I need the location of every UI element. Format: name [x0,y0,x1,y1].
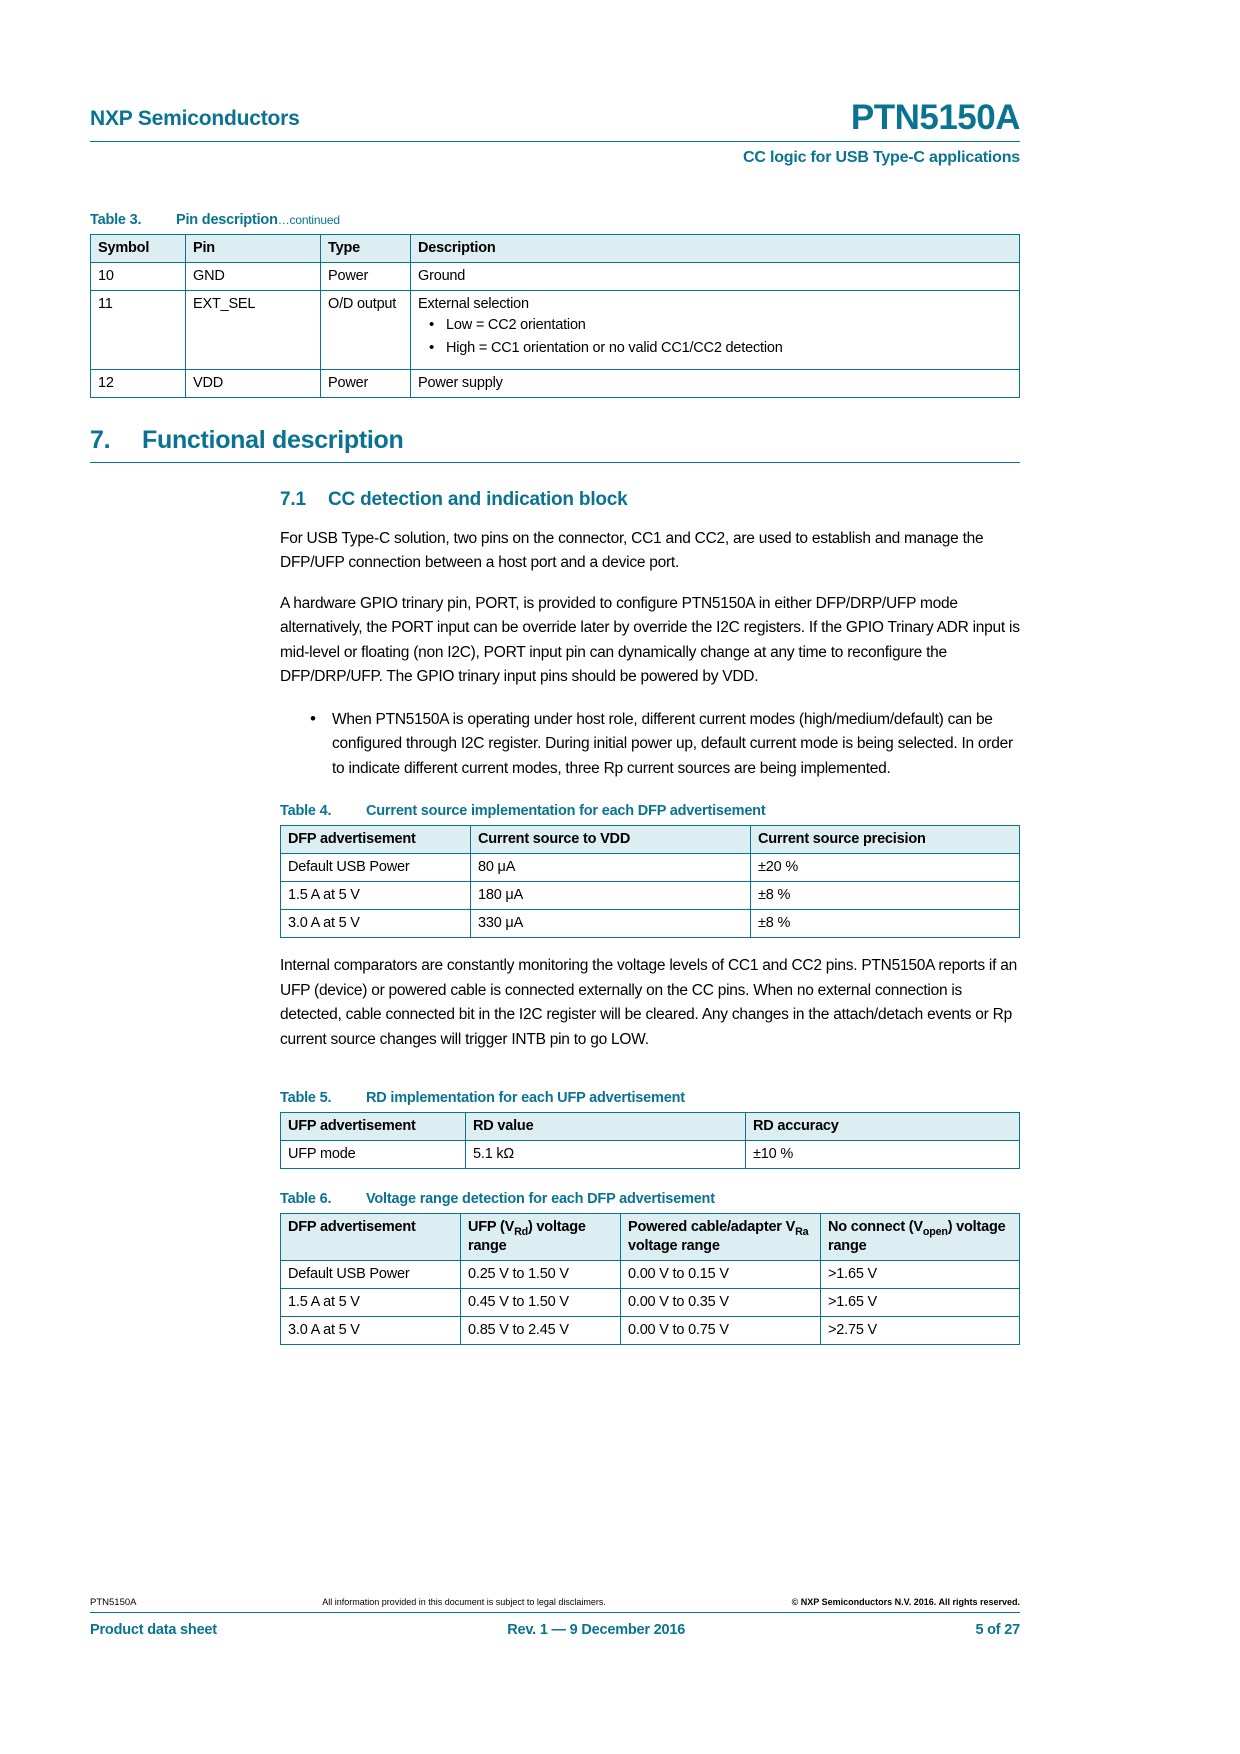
table6-col-ufp-voltage [461,1213,621,1260]
cell-pin: VDD [186,370,321,398]
col-text-part: voltage range [628,1237,720,1254]
cell-current-source: 80 μA [471,854,751,882]
cell-precision: ±8 % [751,882,1020,910]
cell-bullet-list [418,317,1012,356]
col-subscript: Ra [795,1225,809,1238]
cell-pin: GND [186,263,321,291]
page-content [90,212,1020,1345]
cell-powered-cable-voltage: 0.00 V to 0.35 V [621,1288,821,1316]
cell-type [321,291,411,370]
section-71-number: 7.1 [280,489,306,510]
table-row [91,263,1020,291]
table6-header-row [281,1213,1020,1260]
table-row [281,854,1020,882]
cell-no-connect-voltage: >1.65 V [821,1260,1020,1288]
cell-ufp-voltage: 0.45 V to 1.50 V [461,1288,621,1316]
section-71-title: CC detection and indication block [328,489,628,510]
rd-implementation-table [280,1112,1020,1169]
table6-col-no-connect [821,1213,1020,1260]
cell-no-connect-voltage: >1.65 V [821,1288,1020,1316]
cell-precision: ±20 % [751,854,1020,882]
table-row [281,1140,1020,1168]
table3-col-symbol: Symbol [91,235,186,263]
table5-caption-number: Table 5. [280,1089,332,1106]
section-7-heading-row [90,426,1020,455]
section-7-divider [90,462,1020,463]
cell-type-text: O/D output [328,296,397,312]
table3-col-type: Type [321,235,411,263]
current-modes-list [302,708,1020,781]
table5-block [280,1090,1020,1169]
table-row [91,370,1020,398]
table6-caption-title: Voltage range detection for each DFP advertisement [366,1190,715,1207]
footer-disclaimer: All information provided in this document is subject to legal disclaimers. [322,1597,606,1607]
cell-advertisement: 1.5 A at 5 V [281,1288,461,1316]
table3-col-description: Description [411,235,1020,263]
pin-description-table [90,234,1020,398]
cell-description: Ground [411,263,1020,291]
list-item: • High = CC1 orientation or no valid CC1/CC2 detection [446,340,1012,356]
table3-header-row [91,235,1020,263]
table3-caption [90,212,1020,228]
footer-doc-type: Product data sheet [90,1622,217,1638]
table3-caption-number: Table 3. [90,212,142,228]
cell-advertisement: Default USB Power [281,1260,461,1288]
list-item: • When PTN5150A is operating under host role, different current modes (high/medium/default) can be configured through I2C register. During initial power up, default current mode is being selected. In order to indicate different current modes, three Rp current sources are being implemented. [302,708,1020,781]
cell-rd-accuracy: ±10 % [746,1140,1020,1168]
table4-header-row [281,826,1020,854]
cell-no-connect-voltage: >2.75 V [821,1316,1020,1344]
cell-advertisement: 3.0 A at 5 V [281,1316,461,1344]
footer-copyright: © NXP Semiconductors N.V. 2016. All rights reserved. [791,1597,1020,1607]
cell-symbol: 12 [91,370,186,398]
footer-top-row [90,1597,1020,1612]
cell-description: Power supply [411,370,1020,398]
table4-caption [280,803,1020,819]
table-row [281,1260,1020,1288]
cell-current-source: 330 μA [471,910,751,938]
table3-caption-continued: …continued [277,213,340,227]
table3-caption-title: Pin description [176,212,278,228]
footer-bottom-row [90,1613,1020,1638]
table6-col-powered-cable [621,1213,821,1260]
table4-block [280,803,1020,938]
cell-current-source: 180 μA [471,882,751,910]
table5-col-rd-accuracy: RD accuracy [746,1112,1020,1140]
col-text-part: ) voltage range [468,1218,586,1254]
page-footer [90,1597,1020,1638]
footer-doc-id: PTN5150A [90,1597,137,1608]
header-divider [90,141,1020,142]
current-source-table [280,825,1020,938]
table6-col-advertisement: DFP advertisement [281,1213,461,1260]
cell-description [411,291,1020,370]
cell-precision: ±8 % [751,910,1020,938]
table4-caption-number: Table 4. [280,803,332,820]
cell-pin: EXT_SEL [186,291,321,370]
cell-advertisement: 3.0 A at 5 V [281,910,471,938]
cell-advertisement: UFP mode [281,1140,466,1168]
table5-caption-title: RD implementation for each UFP advertisement [366,1089,685,1106]
cell-rd-value: 5.1 kΩ [466,1140,746,1168]
table5-caption [280,1090,1020,1106]
col-text-part: No connect (V [828,1218,923,1235]
cell-powered-cable-voltage: 0.00 V to 0.75 V [621,1316,821,1344]
header-title-row [90,100,1020,135]
table5-header-row [281,1112,1020,1140]
cell-advertisement: Default USB Power [281,854,471,882]
cell-ufp-voltage: 0.25 V to 1.50 V [461,1260,621,1288]
table6-caption-number: Table 6. [280,1190,332,1207]
section-71-heading [280,489,1020,511]
table6-caption [280,1191,1020,1207]
paragraph-3: Internal comparators are constantly monitoring the voltage levels of CC1 and CC2 pins. PTN5150A reports if an UFP (device) or powered cable is connected externally on the CC pins. When no external connection is detected, cable connected bit in the I2C register will be cleared. Any changes in the attach/detach events or Rp current source changes will trigger INTB pin to go LOW. [280,957,1017,1048]
voltage-range-table [280,1213,1020,1345]
table3-col-pin: Pin [186,235,321,263]
cell-symbol: 10 [91,263,186,291]
table-row [281,1316,1020,1344]
paragraph-2: A hardware GPIO trinary pin, PORT, is provided to configure PTN5150A in either DFP/DRP/UFP mode alternatively, the PORT input can be override later by override the I2C registers. If the GPIO Trinary ADR input is mid-level or floating (non I2C), PORT input pin can dynamically change at any time to reconfigure the DFP/DRP/UFP. The GPIO trinary input pins should be powered by VDD. [280,594,1020,686]
col-text-part: UFP (V [468,1218,515,1235]
cell-powered-cable-voltage: 0.00 V to 0.15 V [621,1260,821,1288]
section-7-title: Functional description [142,426,404,454]
table6-block [280,1191,1020,1345]
header-subtitle: CC logic for USB Type-C applications [743,149,1020,166]
footer-page-number: 5 of 27 [975,1622,1020,1638]
list-item: • Low = CC2 orientation [446,317,1012,333]
table4-col-precision: Current source precision [751,826,1020,854]
table5-col-advertisement: UFP advertisement [281,1112,466,1140]
section-7-heading [90,426,1020,463]
table-row [281,1288,1020,1316]
footer-revision: Rev. 1 — 9 December 2016 [507,1622,686,1638]
spacer [90,781,1020,803]
table4-caption-title: Current source implementation for each DFP advertisement [366,803,766,820]
col-subscript: open [922,1225,948,1238]
table-row [91,291,1020,370]
col-subscript: Rd [514,1225,528,1238]
page-header [90,100,1020,167]
table-row [281,882,1020,910]
cell-symbol: 11 [91,291,186,370]
section-7-number: 7. [90,426,111,454]
cell-ufp-voltage: 0.85 V to 2.45 V [461,1316,621,1344]
col-text-part: Powered cable/adapter V [628,1218,796,1235]
company-name: NXP Semiconductors [90,107,300,130]
spacer [90,1068,1020,1090]
cell-type: Power [321,370,411,398]
paragraph-1: For USB Type-C solution, two pins on the connector, CC1 and CC2, are used to establish and manage the DFP/UFP connection between a host port and a device port. [280,530,984,572]
spacer [90,1169,1020,1191]
cell-advertisement: 1.5 A at 5 V [281,882,471,910]
table5-col-rd-value: RD value [466,1112,746,1140]
part-number: PTN5150A [850,98,1020,137]
col-text-part: ) voltage range [828,1218,1006,1254]
table4-col-current-source: Current source to VDD [471,826,751,854]
cell-type: Power [321,263,411,291]
table4-col-advertisement: DFP advertisement [281,826,471,854]
cell-description-text: External selection [418,296,529,312]
table-row [281,910,1020,938]
